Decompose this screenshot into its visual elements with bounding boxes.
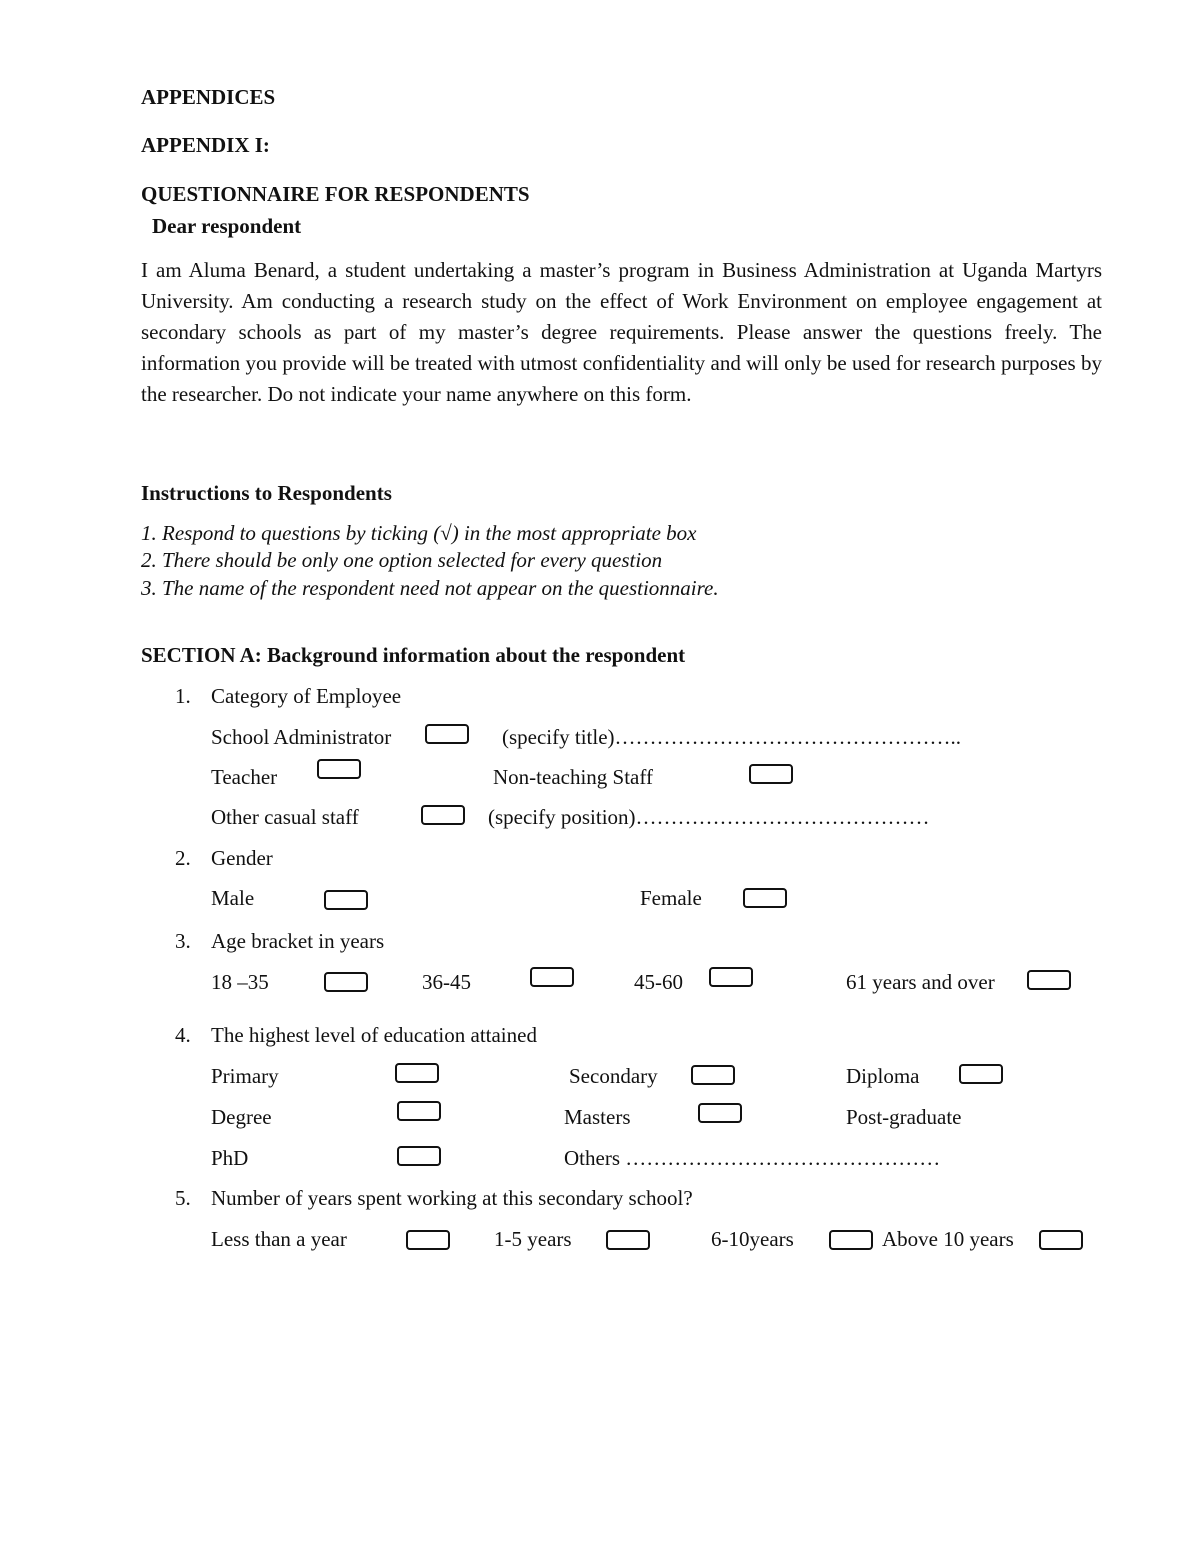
q5-text: Number of years spent working at this secondary school? xyxy=(211,1186,693,1210)
q1-text: Category of Employee xyxy=(211,684,402,708)
q4-secondary-checkbox[interactable] xyxy=(691,1065,735,1085)
q4-secondary-label: Secondary xyxy=(569,1064,658,1088)
q4-masters-label: Masters xyxy=(564,1105,631,1129)
q4-masters-checkbox[interactable] xyxy=(698,1103,742,1123)
appendices-heading: APPENDICES xyxy=(141,85,276,109)
q4-phd-label: PhD xyxy=(211,1146,249,1170)
questionnaire-title: QUESTIONNAIRE FOR RESPONDENTS xyxy=(141,182,530,206)
q5-opt2-checkbox[interactable] xyxy=(606,1230,650,1250)
q1-non-teaching-label: Non-teaching Staff xyxy=(493,765,653,789)
q4-primary-label: Primary xyxy=(211,1064,279,1088)
q5-opt3-checkbox[interactable] xyxy=(829,1230,873,1250)
q3-opt4-checkbox[interactable] xyxy=(1027,970,1071,990)
q1-number: 1. xyxy=(175,684,191,708)
q3-number: 3. xyxy=(175,929,191,953)
instructions-title: Instructions to Respondents xyxy=(141,481,392,505)
q3-opt2-checkbox[interactable] xyxy=(530,967,574,987)
q1-teacher-label: Teacher xyxy=(211,765,278,789)
section-a-title: SECTION A: Background information about the respondent xyxy=(141,643,686,667)
q4-diploma-label: Diploma xyxy=(846,1064,920,1088)
q3-opt1-checkbox[interactable] xyxy=(324,972,368,992)
q4-degree-checkbox[interactable] xyxy=(397,1101,441,1121)
q3-opt2-label: 36-45 xyxy=(422,970,471,994)
q4-primary-checkbox[interactable] xyxy=(395,1063,439,1083)
q5-opt2-label: 1-5 years xyxy=(494,1227,572,1251)
q4-phd-checkbox[interactable] xyxy=(397,1146,441,1166)
q3-opt3-checkbox[interactable] xyxy=(709,967,753,987)
q5-opt4-label: Above 10 years xyxy=(882,1227,1014,1251)
q5-opt3-label: 6-10years xyxy=(711,1227,794,1251)
q2-text: Gender xyxy=(211,846,273,870)
q2-male-checkbox[interactable] xyxy=(324,890,368,910)
q4-diploma-checkbox[interactable] xyxy=(959,1064,1003,1084)
appendix-heading: APPENDIX I: xyxy=(141,133,270,157)
q5-opt1-label: Less than a year xyxy=(211,1227,347,1251)
intro-paragraph: I am Aluma Benard, a student undertaking a master’s program in Business Administration at Uganda Martyrs University. Am conducting a research study on the effect of Work Environment on employee engagement at secondary schools as part of my master’s degree requirements. Please answer the questions freely. The information you provide will be treated with utmost confidentiality and will only be used for research purposes by the researcher. Do not indicate your name anywhere on this form. xyxy=(141,258,1102,406)
salutation: Dear respondent xyxy=(152,214,302,238)
q4-number: 4. xyxy=(175,1023,191,1047)
q1-specify-title[interactable]: (specify title)………………………………………….. xyxy=(502,725,962,749)
q5-number: 5. xyxy=(175,1186,191,1210)
q2-number: 2. xyxy=(175,846,191,870)
q4-postgrad-label: Post-graduate xyxy=(846,1105,962,1129)
q1-school-admin-checkbox[interactable] xyxy=(425,724,469,744)
q5-opt4-checkbox[interactable] xyxy=(1039,1230,1083,1250)
q2-male-label: Male xyxy=(211,886,255,910)
q2-female-checkbox[interactable] xyxy=(743,888,787,908)
q3-opt4-label: 61 years and over xyxy=(846,970,995,994)
q4-text: The highest level of education attained xyxy=(211,1023,537,1047)
q3-opt3-label: 45-60 xyxy=(634,970,683,994)
q4-others-field[interactable]: Others ……………………………………… xyxy=(564,1146,941,1170)
q1-school-admin-label: School Administrator xyxy=(211,725,392,749)
q1-non-teaching-checkbox[interactable] xyxy=(749,764,793,784)
q2-female-label: Female xyxy=(640,886,702,910)
instruction-item-3: 3. The name of the respondent need not appear on the questionnaire. xyxy=(141,576,719,600)
q3-opt1-label: 18 –35 xyxy=(211,970,269,994)
instruction-item-2: 2. There should be only one option selected for every question xyxy=(141,548,663,572)
q1-other-casual-checkbox[interactable] xyxy=(421,805,465,825)
q3-text: Age bracket in years xyxy=(211,929,385,953)
q1-specify-position[interactable]: (specify position)…………………………………… xyxy=(488,805,930,829)
q1-teacher-checkbox[interactable] xyxy=(317,759,361,779)
q4-degree-label: Degree xyxy=(211,1105,272,1129)
q1-other-casual-label: Other casual staff xyxy=(211,805,359,829)
q5-opt1-checkbox[interactable] xyxy=(406,1230,450,1250)
instruction-item-1: 1. Respond to questions by ticking (√) in the most appropriate box xyxy=(141,521,697,545)
